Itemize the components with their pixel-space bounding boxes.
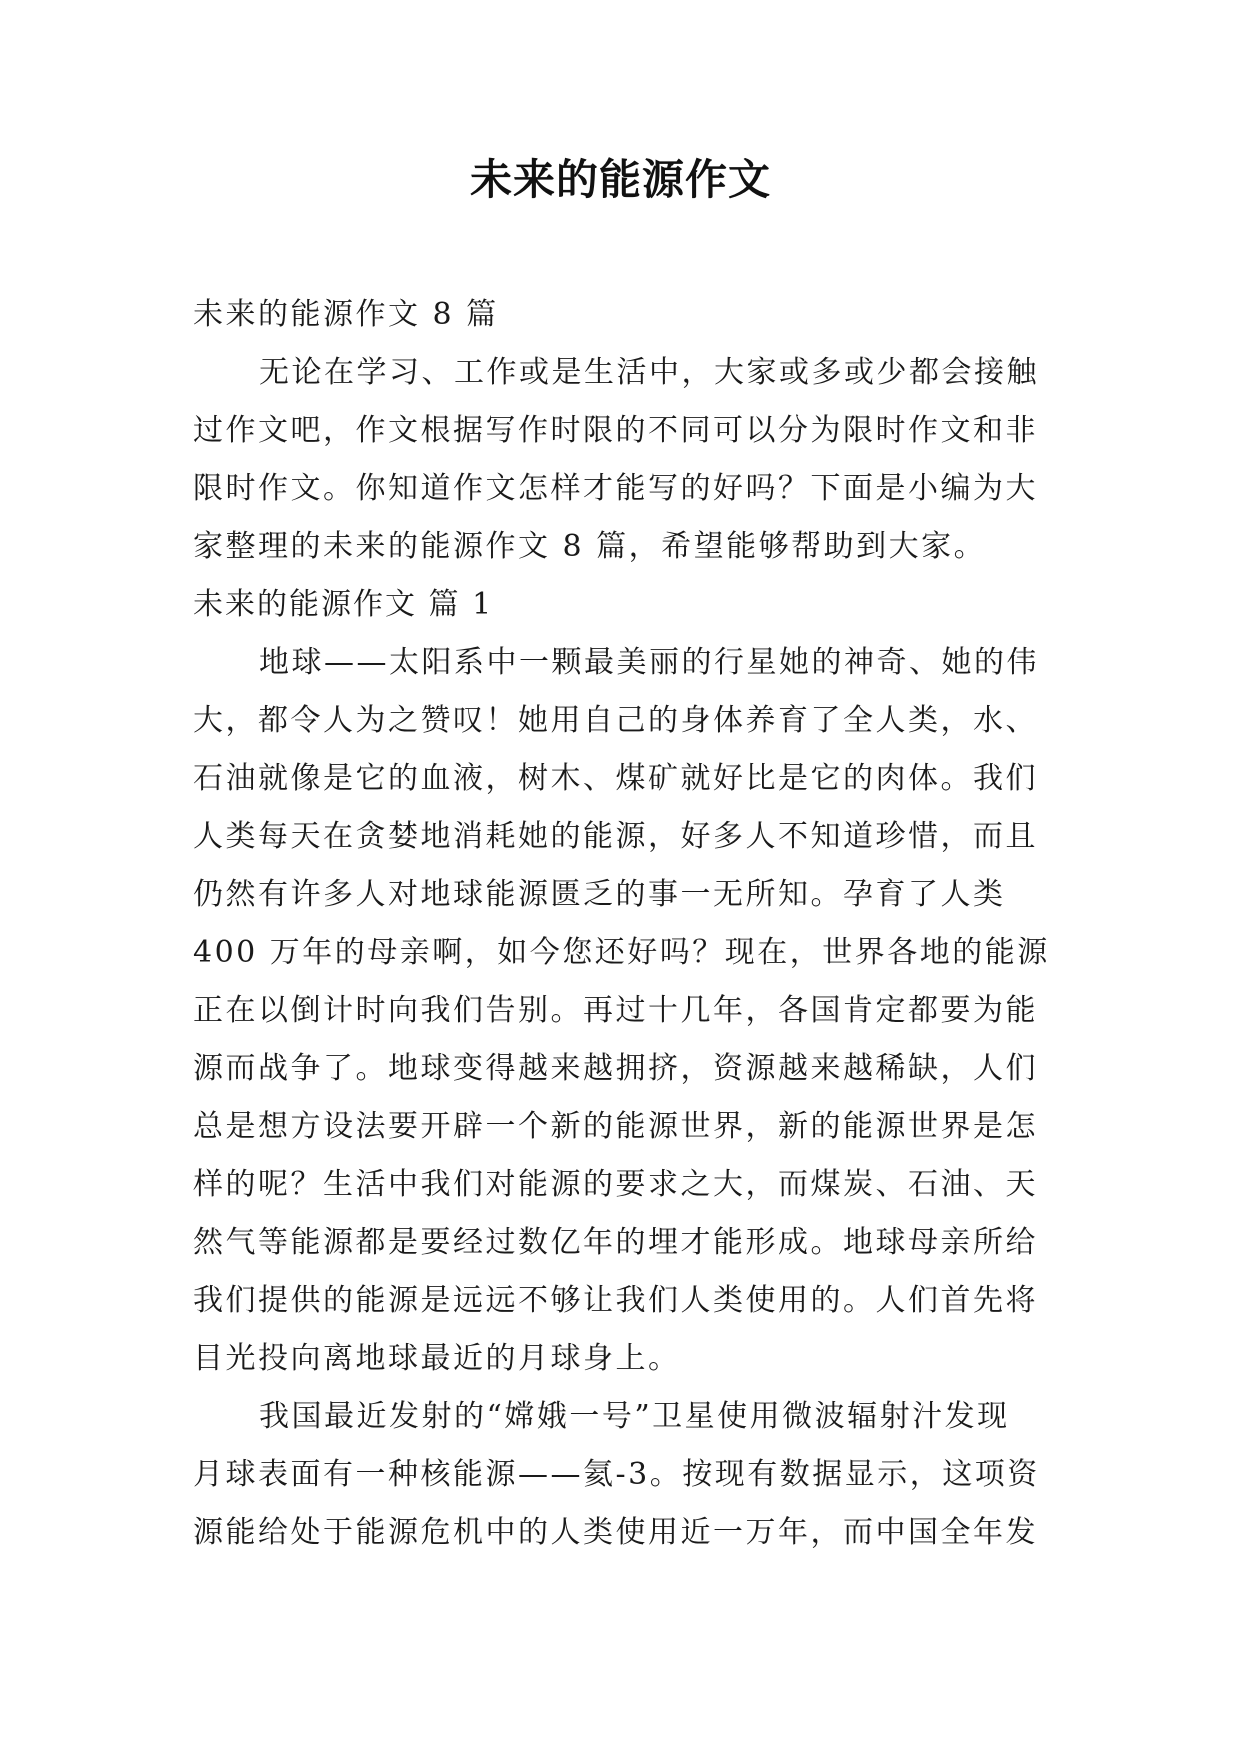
paragraph-line: 然气等能源都是要经过数亿年的埋才能形成。地球母亲所给 bbox=[193, 1225, 1038, 1260]
paragraph-line: 月球表面有一种核能源——氦-3。按现有数据显示，这项资 bbox=[193, 1457, 1040, 1492]
paragraph-line: 总是想方设法要开辟一个新的能源世界，新的能源世界是怎 bbox=[193, 1109, 1038, 1144]
paragraph-line: 无论在学习、工作或是生活中，大家或多或少都会接触 bbox=[259, 355, 1039, 390]
document-body bbox=[193, 286, 1063, 1562]
paragraph-line: 正在以倒计时向我们告别。再过十几年，各国肯定都要为能 bbox=[193, 993, 1038, 1028]
paragraph-line: 家整理的未来的能源作文 8 篇，希望能够帮助到大家。 bbox=[193, 529, 987, 564]
paragraph-line: 地球——太阳系中一颗最美丽的行星她的神奇、她的伟 bbox=[259, 645, 1039, 680]
paragraph-line: 石油就像是它的血液，树木、煤矿就好比是它的肉体。我们 bbox=[193, 761, 1038, 796]
intro-paragraph bbox=[193, 344, 1063, 576]
paragraph-line: 目光投向离地球最近的月球身上。 bbox=[193, 1341, 681, 1376]
paragraph-line: 源能给处于能源危机中的人类使用近一万年，而中国全年发 bbox=[193, 1515, 1038, 1550]
paragraph-line: 样的呢？生活中我们对能源的要求之大，而煤炭、石油、天 bbox=[193, 1167, 1038, 1202]
paragraph-line: 仍然有许多人对地球能源匮乏的事一无所知。孕育了人类 bbox=[193, 877, 1006, 912]
document-subtitle: 未来的能源作文 8 篇 bbox=[193, 297, 499, 332]
section1-paragraph-2 bbox=[193, 1388, 1063, 1562]
paragraph-line: 人类每天在贪婪地消耗她的能源，好多人不知道珍惜，而且 bbox=[193, 819, 1038, 854]
paragraph-line: 我们提供的能源是远远不够让我们人类使用的。人们首先将 bbox=[193, 1283, 1038, 1318]
paragraph-line: 限时作文。你知道作文怎样才能写的好吗？下面是小编为大 bbox=[193, 471, 1038, 506]
section-heading: 未来的能源作文 篇 1 bbox=[193, 587, 494, 622]
paragraph-line: 我国最近发射的“嫦娥一号”卫星使用微波辐射汁发现 bbox=[259, 1399, 1010, 1434]
paragraph-line: 大，都令人为之赞叹！她用自己的身体养育了全人类，水、 bbox=[193, 703, 1038, 738]
paragraph-line: 400 万年的母亲啊，如今您还好吗？现在，世界各地的能源 bbox=[193, 935, 1050, 970]
document-title: 未来的能源作文 bbox=[469, 155, 771, 204]
paragraph-line: 过作文吧，作文根据写作时限的不同可以分为限时作文和非 bbox=[193, 413, 1038, 448]
section1-paragraph-1 bbox=[193, 634, 1063, 1388]
paragraph-line: 源而战争了。地球变得越来越拥挤，资源越来越稀缺，人们 bbox=[193, 1051, 1038, 1086]
